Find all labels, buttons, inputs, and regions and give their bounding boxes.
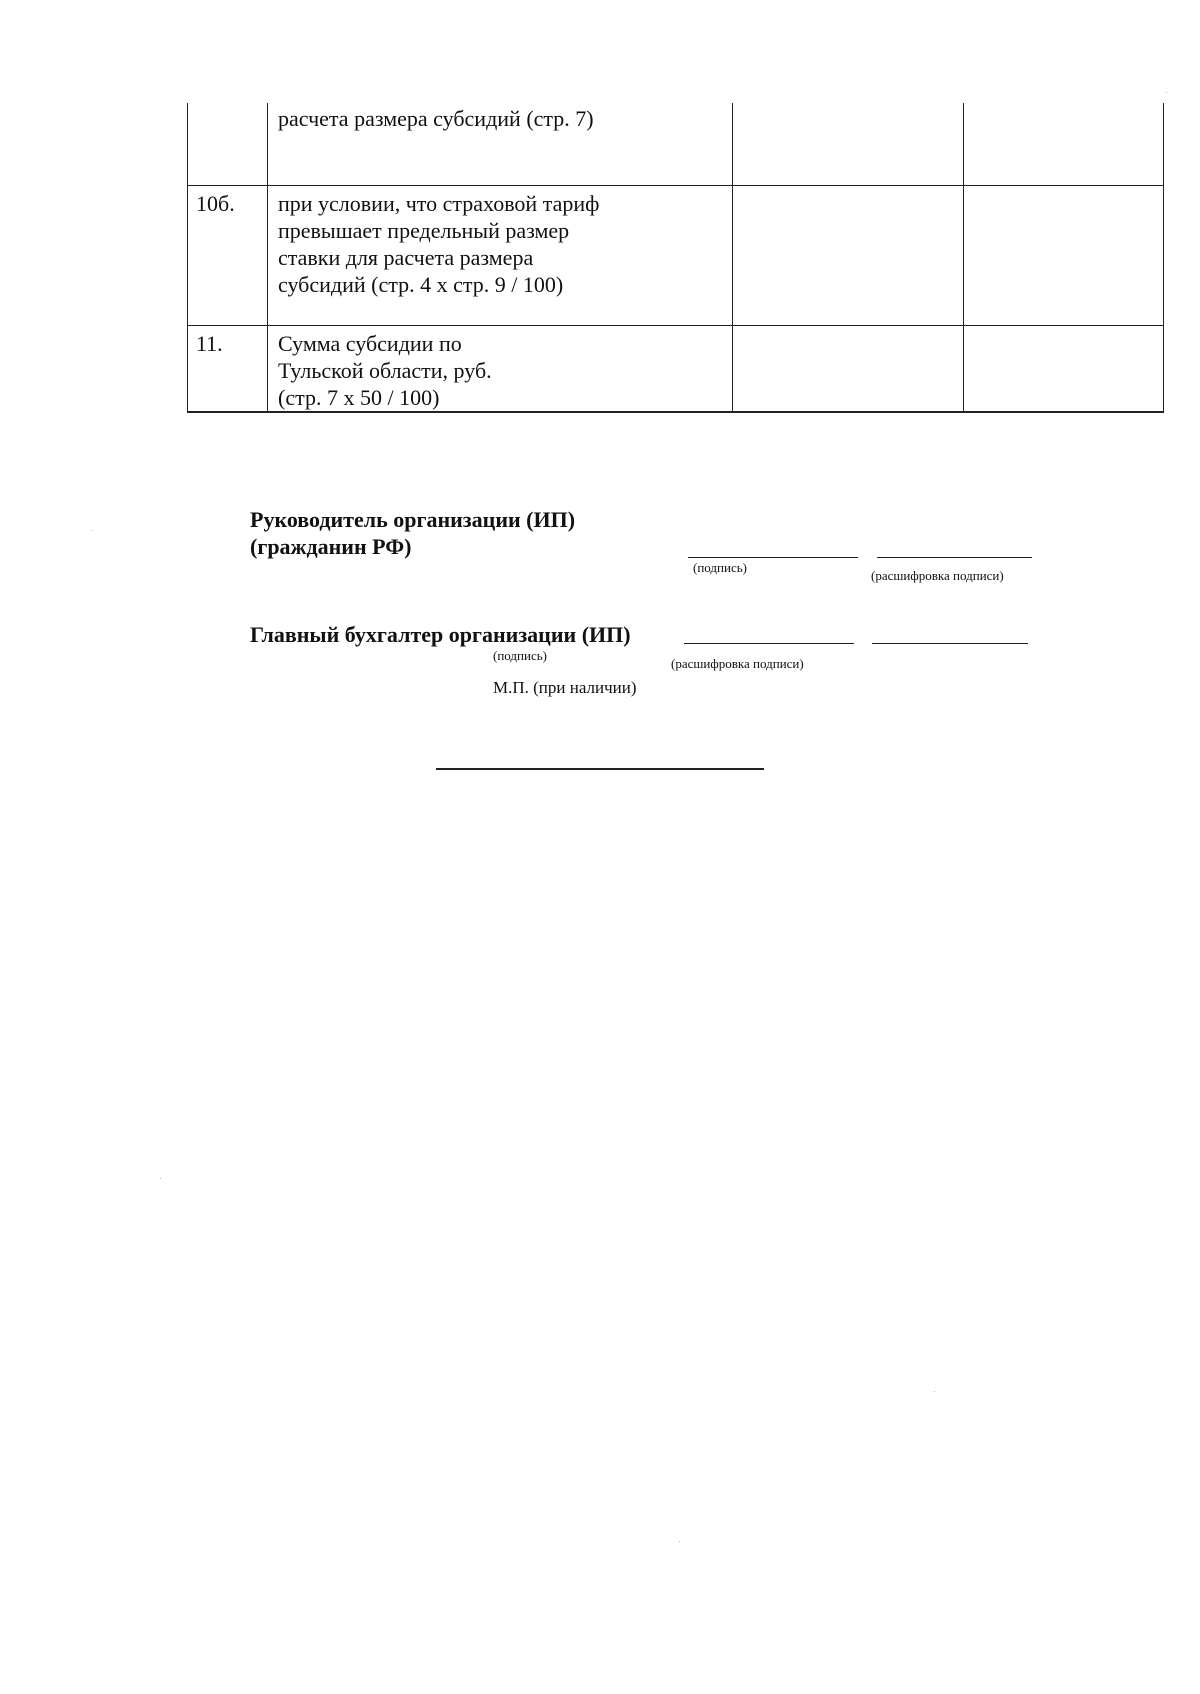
scan-speck (92, 530, 93, 531)
description-line: расчета размера субсидий (стр. 7) (278, 106, 594, 131)
row-description-cell (268, 185, 733, 325)
accountant-signature-caption: (подпись) (493, 648, 547, 663)
accountant-signature-line (684, 643, 854, 644)
row-number-cell (188, 103, 268, 185)
head-decode-line (877, 557, 1032, 558)
row-number-cell: 11. (188, 325, 268, 412)
scan-speck (679, 1541, 680, 1542)
accountant-title: Главный бухгалтер организации (ИП) (250, 622, 631, 647)
head-decode-caption: (расшифровка подписи) (871, 568, 1004, 583)
description-line: (стр. 7 x 50 / 100) (278, 384, 440, 410)
description-line: Тульской области, руб. (278, 357, 492, 383)
value-cell (733, 103, 964, 185)
row-description-cell (268, 325, 733, 412)
table-row (188, 185, 1164, 325)
scan-speck (160, 1178, 161, 1179)
description-line: Сумма субсидии по (278, 330, 462, 356)
value-cell (733, 185, 964, 325)
row-number-cell: 10б. (188, 185, 268, 325)
description-line: при условии, что страховой тариф (278, 190, 600, 216)
scan-speck (934, 1391, 935, 1392)
stamp-place-label: М.П. (при наличии) (493, 678, 637, 697)
description-line: ставки для расчета размера (278, 244, 534, 270)
scan-speck (1166, 92, 1167, 93)
subsidy-calculation-table (187, 103, 1164, 413)
description-line: превышает предельный размер (278, 217, 570, 243)
accountant-decode-caption: (расшифровка подписи) (671, 656, 804, 671)
value-cell (964, 325, 1164, 412)
value-cell (733, 325, 964, 412)
description-line: субсидий (стр. 4 x стр. 9 / 100) (278, 271, 564, 297)
head-title-line2: (гражданин РФ) (250, 534, 412, 559)
accountant-decode-line (872, 643, 1028, 644)
value-cell (964, 185, 1164, 325)
table-row (188, 103, 1164, 185)
head-signature-caption: (подпись) (693, 560, 747, 575)
head-title-line1: Руководитель организации (ИП) (250, 507, 576, 532)
closing-rule (436, 768, 764, 770)
table-row (188, 325, 1164, 412)
row-description-cell (268, 103, 733, 185)
head-signature-line (688, 557, 858, 558)
value-cell (964, 103, 1164, 185)
